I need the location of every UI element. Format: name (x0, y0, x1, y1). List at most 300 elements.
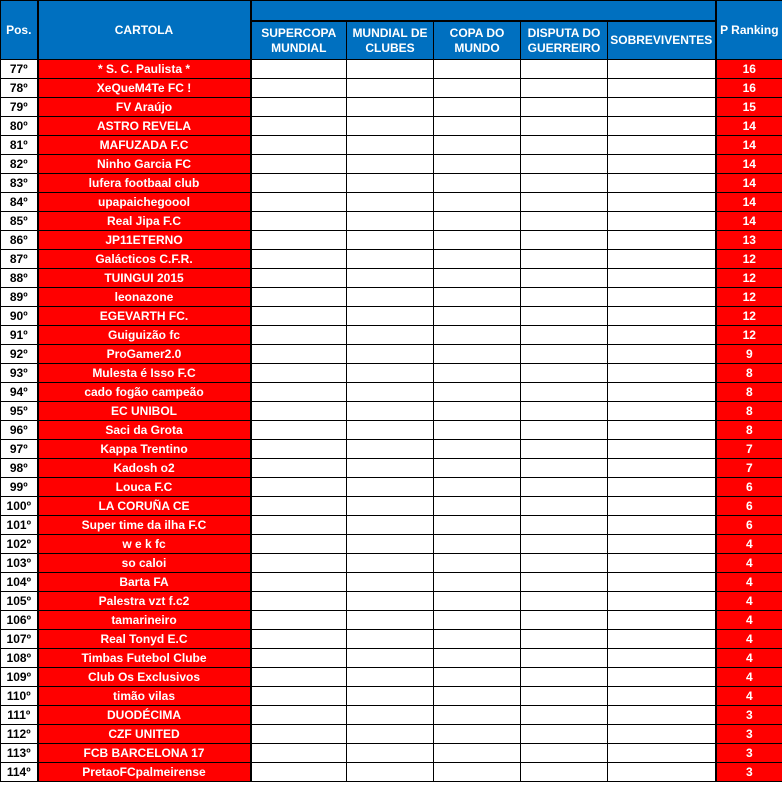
header-supercopa: SUPERCOPA MUNDIAL (251, 21, 347, 60)
team-name-cell: Real Jipa F.C (38, 212, 251, 231)
copa-cell (434, 98, 521, 117)
sobreviventes-cell (608, 440, 716, 459)
team-name-cell: XeQueM4Te FC ! (38, 79, 251, 98)
ranking-points-cell: 4 (716, 592, 782, 611)
sobreviventes-cell (608, 421, 716, 440)
team-name-cell: Ninho Garcia FC (38, 155, 251, 174)
disputa-cell (521, 288, 608, 307)
disputa-cell (521, 668, 608, 687)
sobreviventes-cell (608, 364, 716, 383)
header-group-empty (251, 1, 716, 22)
header-copa: COPA DO MUNDO (434, 21, 521, 60)
team-name-cell: PretaoFCpalmeirense (38, 763, 251, 782)
mundial-cell (347, 649, 434, 668)
copa-cell (434, 687, 521, 706)
position-cell: 114º (1, 763, 38, 782)
copa-cell (434, 497, 521, 516)
position-cell: 84º (1, 193, 38, 212)
disputa-cell (521, 98, 608, 117)
table-row (1, 763, 782, 782)
sobreviventes-cell (608, 307, 716, 326)
team-name-cell: FV Araújo (38, 98, 251, 117)
disputa-cell (521, 402, 608, 421)
table-row (1, 345, 782, 364)
position-cell: 91º (1, 326, 38, 345)
header-mundial: MUNDIAL DE CLUBES (347, 21, 434, 60)
supercopa-cell (251, 440, 347, 459)
mundial-cell (347, 136, 434, 155)
table-row (1, 440, 782, 459)
table-row (1, 155, 782, 174)
sobreviventes-cell (608, 345, 716, 364)
position-cell: 99º (1, 478, 38, 497)
ranking-points-cell: 12 (716, 307, 782, 326)
sobreviventes-cell (608, 554, 716, 573)
mundial-cell (347, 155, 434, 174)
disputa-cell (521, 193, 608, 212)
team-name-cell: Barta FA (38, 573, 251, 592)
sobreviventes-cell (608, 744, 716, 763)
copa-cell (434, 402, 521, 421)
mundial-cell (347, 212, 434, 231)
mundial-cell (347, 497, 434, 516)
sobreviventes-cell (608, 668, 716, 687)
team-name-cell: Club Os Exclusivos (38, 668, 251, 687)
disputa-cell (521, 212, 608, 231)
sobreviventes-cell (608, 497, 716, 516)
copa-cell (434, 269, 521, 288)
team-name-cell: Galácticos C.F.R. (38, 250, 251, 269)
disputa-cell (521, 326, 608, 345)
sobreviventes-cell (608, 383, 716, 402)
sobreviventes-cell (608, 117, 716, 136)
copa-cell (434, 592, 521, 611)
supercopa-cell (251, 307, 347, 326)
disputa-cell (521, 725, 608, 744)
disputa-cell (521, 630, 608, 649)
table-row (1, 136, 782, 155)
mundial-cell (347, 535, 434, 554)
ranking-points-cell: 13 (716, 231, 782, 250)
position-cell: 79º (1, 98, 38, 117)
sobreviventes-cell (608, 212, 716, 231)
sobreviventes-cell (608, 174, 716, 193)
sobreviventes-cell (608, 136, 716, 155)
mundial-cell (347, 706, 434, 725)
ranking-points-cell: 8 (716, 383, 782, 402)
supercopa-cell (251, 687, 347, 706)
table-row (1, 60, 782, 79)
supercopa-cell (251, 649, 347, 668)
mundial-cell (347, 573, 434, 592)
table-row (1, 497, 782, 516)
sobreviventes-cell (608, 592, 716, 611)
disputa-cell (521, 516, 608, 535)
team-name-cell: leonazone (38, 288, 251, 307)
table-row (1, 535, 782, 554)
position-cell: 92º (1, 345, 38, 364)
copa-cell (434, 326, 521, 345)
team-name-cell: timão vilas (38, 687, 251, 706)
supercopa-cell (251, 364, 347, 383)
copa-cell (434, 136, 521, 155)
table-row (1, 573, 782, 592)
position-cell: 89º (1, 288, 38, 307)
copa-cell (434, 744, 521, 763)
supercopa-cell (251, 421, 347, 440)
disputa-cell (521, 250, 608, 269)
position-cell: 77º (1, 60, 38, 79)
table-row (1, 326, 782, 345)
position-cell: 108º (1, 649, 38, 668)
sobreviventes-cell (608, 763, 716, 782)
table-row (1, 79, 782, 98)
copa-cell (434, 573, 521, 592)
sobreviventes-cell (608, 60, 716, 79)
sobreviventes-cell (608, 706, 716, 725)
sobreviventes-cell (608, 79, 716, 98)
table-row (1, 630, 782, 649)
disputa-cell (521, 478, 608, 497)
ranking-points-cell: 7 (716, 459, 782, 478)
team-name-cell: JP11ETERNO (38, 231, 251, 250)
copa-cell (434, 630, 521, 649)
team-name-cell: DUODÉCIMA (38, 706, 251, 725)
position-cell: 86º (1, 231, 38, 250)
mundial-cell (347, 174, 434, 193)
supercopa-cell (251, 744, 347, 763)
copa-cell (434, 250, 521, 269)
position-cell: 88º (1, 269, 38, 288)
position-cell: 110º (1, 687, 38, 706)
disputa-cell (521, 687, 608, 706)
ranking-points-cell: 4 (716, 554, 782, 573)
team-name-cell: Real Tonyd E.C (38, 630, 251, 649)
disputa-cell (521, 744, 608, 763)
mundial-cell (347, 326, 434, 345)
position-cell: 87º (1, 250, 38, 269)
ranking-points-cell: 6 (716, 478, 782, 497)
mundial-cell (347, 60, 434, 79)
copa-cell (434, 421, 521, 440)
copa-cell (434, 516, 521, 535)
disputa-cell (521, 174, 608, 193)
copa-cell (434, 649, 521, 668)
mundial-cell (347, 231, 434, 250)
sobreviventes-cell (608, 402, 716, 421)
supercopa-cell (251, 706, 347, 725)
ranking-points-cell: 3 (716, 725, 782, 744)
position-cell: 85º (1, 212, 38, 231)
disputa-cell (521, 269, 608, 288)
supercopa-cell (251, 288, 347, 307)
ranking-points-cell: 4 (716, 535, 782, 554)
supercopa-cell (251, 79, 347, 98)
disputa-cell (521, 136, 608, 155)
supercopa-cell (251, 98, 347, 117)
position-cell: 109º (1, 668, 38, 687)
table-row (1, 212, 782, 231)
copa-cell (434, 193, 521, 212)
position-cell: 101º (1, 516, 38, 535)
mundial-cell (347, 592, 434, 611)
ranking-points-cell: 4 (716, 630, 782, 649)
mundial-cell (347, 516, 434, 535)
position-cell: 83º (1, 174, 38, 193)
supercopa-cell (251, 250, 347, 269)
table-body (1, 60, 782, 782)
team-name-cell: MAFUZADA F.C (38, 136, 251, 155)
sobreviventes-cell (608, 250, 716, 269)
team-name-cell: cado fogão campeão (38, 383, 251, 402)
sobreviventes-cell (608, 98, 716, 117)
supercopa-cell (251, 117, 347, 136)
table-row (1, 649, 782, 668)
sobreviventes-cell (608, 535, 716, 554)
mundial-cell (347, 345, 434, 364)
mundial-cell (347, 668, 434, 687)
position-cell: 96º (1, 421, 38, 440)
position-cell: 112º (1, 725, 38, 744)
supercopa-cell (251, 478, 347, 497)
mundial-cell (347, 744, 434, 763)
ranking-points-cell: 3 (716, 744, 782, 763)
supercopa-cell (251, 592, 347, 611)
mundial-cell (347, 288, 434, 307)
team-name-cell: Kappa Trentino (38, 440, 251, 459)
table-row (1, 554, 782, 573)
team-name-cell: Saci da Grota (38, 421, 251, 440)
table-row (1, 744, 782, 763)
mundial-cell (347, 459, 434, 478)
copa-cell (434, 440, 521, 459)
table-row (1, 383, 782, 402)
position-cell: 106º (1, 611, 38, 630)
ranking-points-cell: 12 (716, 288, 782, 307)
mundial-cell (347, 763, 434, 782)
ranking-points-cell: 4 (716, 649, 782, 668)
mundial-cell (347, 611, 434, 630)
sobreviventes-cell (608, 630, 716, 649)
team-name-cell: upapaichegoool (38, 193, 251, 212)
mundial-cell (347, 98, 434, 117)
copa-cell (434, 307, 521, 326)
mundial-cell (347, 725, 434, 744)
ranking-points-cell: 12 (716, 269, 782, 288)
ranking-points-cell: 14 (716, 212, 782, 231)
disputa-cell (521, 421, 608, 440)
table-row (1, 687, 782, 706)
team-name-cell: ProGamer2.0 (38, 345, 251, 364)
disputa-cell (521, 497, 608, 516)
sobreviventes-cell (608, 269, 716, 288)
disputa-cell (521, 60, 608, 79)
supercopa-cell (251, 497, 347, 516)
copa-cell (434, 725, 521, 744)
supercopa-cell (251, 212, 347, 231)
disputa-cell (521, 383, 608, 402)
supercopa-cell (251, 459, 347, 478)
mundial-cell (347, 307, 434, 326)
ranking-points-cell: 3 (716, 763, 782, 782)
ranking-points-cell: 9 (716, 345, 782, 364)
mundial-cell (347, 554, 434, 573)
copa-cell (434, 79, 521, 98)
team-name-cell: LA CORUÑA CE (38, 497, 251, 516)
sobreviventes-cell (608, 687, 716, 706)
team-name-cell: CZF UNITED (38, 725, 251, 744)
team-name-cell: FCB BARCELONA 17 (38, 744, 251, 763)
sobreviventes-cell (608, 155, 716, 174)
copa-cell (434, 706, 521, 725)
team-name-cell: Kadosh o2 (38, 459, 251, 478)
ranking-points-cell: 4 (716, 687, 782, 706)
table-row (1, 269, 782, 288)
table-row (1, 421, 782, 440)
copa-cell (434, 611, 521, 630)
ranking-points-cell: 6 (716, 516, 782, 535)
table-row (1, 706, 782, 725)
table-row (1, 402, 782, 421)
table-row (1, 98, 782, 117)
disputa-cell (521, 155, 608, 174)
position-cell: 95º (1, 402, 38, 421)
mundial-cell (347, 269, 434, 288)
team-name-cell: ASTRO REVELA (38, 117, 251, 136)
supercopa-cell (251, 573, 347, 592)
table-header (1, 1, 782, 60)
mundial-cell (347, 440, 434, 459)
copa-cell (434, 383, 521, 402)
supercopa-cell (251, 611, 347, 630)
copa-cell (434, 554, 521, 573)
supercopa-cell (251, 269, 347, 288)
supercopa-cell (251, 60, 347, 79)
table-row (1, 611, 782, 630)
table-row (1, 459, 782, 478)
ranking-points-cell: 6 (716, 497, 782, 516)
position-cell: 113º (1, 744, 38, 763)
sobreviventes-cell (608, 459, 716, 478)
table-row (1, 307, 782, 326)
copa-cell (434, 763, 521, 782)
position-cell: 94º (1, 383, 38, 402)
team-name-cell: * S. C. Paulista * (38, 60, 251, 79)
disputa-cell (521, 649, 608, 668)
supercopa-cell (251, 630, 347, 649)
position-cell: 100º (1, 497, 38, 516)
mundial-cell (347, 364, 434, 383)
team-name-cell: Palestra vzt f.c2 (38, 592, 251, 611)
position-cell: 98º (1, 459, 38, 478)
team-name-cell: Louca F.C (38, 478, 251, 497)
supercopa-cell (251, 193, 347, 212)
supercopa-cell (251, 136, 347, 155)
ranking-points-cell: 14 (716, 117, 782, 136)
copa-cell (434, 345, 521, 364)
position-cell: 97º (1, 440, 38, 459)
ranking-points-cell: 4 (716, 611, 782, 630)
header-sobreviventes: SOBREVIVENTES (608, 21, 716, 60)
table-row (1, 288, 782, 307)
ranking-points-cell: 14 (716, 155, 782, 174)
position-cell: 93º (1, 364, 38, 383)
ranking-points-cell: 4 (716, 668, 782, 687)
position-cell: 90º (1, 307, 38, 326)
mundial-cell (347, 250, 434, 269)
disputa-cell (521, 117, 608, 136)
position-cell: 103º (1, 554, 38, 573)
ranking-points-cell: 14 (716, 174, 782, 193)
supercopa-cell (251, 668, 347, 687)
ranking-points-cell: 3 (716, 706, 782, 725)
sobreviventes-cell (608, 649, 716, 668)
position-cell: 105º (1, 592, 38, 611)
disputa-cell (521, 231, 608, 250)
disputa-cell (521, 440, 608, 459)
copa-cell (434, 212, 521, 231)
mundial-cell (347, 79, 434, 98)
copa-cell (434, 478, 521, 497)
team-name-cell: tamarineiro (38, 611, 251, 630)
table-row (1, 478, 782, 497)
position-cell: 82º (1, 155, 38, 174)
table-row (1, 174, 782, 193)
disputa-cell (521, 79, 608, 98)
supercopa-cell (251, 516, 347, 535)
team-name-cell: EC UNIBOL (38, 402, 251, 421)
ranking-points-cell: 7 (716, 440, 782, 459)
copa-cell (434, 231, 521, 250)
copa-cell (434, 155, 521, 174)
mundial-cell (347, 478, 434, 497)
disputa-cell (521, 706, 608, 725)
position-cell: 107º (1, 630, 38, 649)
mundial-cell (347, 383, 434, 402)
disputa-cell (521, 345, 608, 364)
sobreviventes-cell (608, 611, 716, 630)
disputa-cell (521, 592, 608, 611)
sobreviventes-cell (608, 193, 716, 212)
ranking-points-cell: 12 (716, 250, 782, 269)
supercopa-cell (251, 402, 347, 421)
disputa-cell (521, 535, 608, 554)
sobreviventes-cell (608, 516, 716, 535)
team-name-cell: TUINGUI 2015 (38, 269, 251, 288)
table-row (1, 725, 782, 744)
mundial-cell (347, 421, 434, 440)
mundial-cell (347, 402, 434, 421)
supercopa-cell (251, 345, 347, 364)
header-pos: Pos. (1, 1, 38, 60)
copa-cell (434, 459, 521, 478)
copa-cell (434, 364, 521, 383)
supercopa-cell (251, 326, 347, 345)
header-disputa: DISPUTA DO GUERREIRO (521, 21, 608, 60)
mundial-cell (347, 687, 434, 706)
ranking-points-cell: 14 (716, 136, 782, 155)
copa-cell (434, 535, 521, 554)
mundial-cell (347, 630, 434, 649)
disputa-cell (521, 307, 608, 326)
team-name-cell: Super time da ilha F.C (38, 516, 251, 535)
supercopa-cell (251, 554, 347, 573)
table-row (1, 117, 782, 136)
ranking-points-cell: 16 (716, 79, 782, 98)
ranking-points-cell: 8 (716, 364, 782, 383)
team-name-cell: Guiguizão fc (38, 326, 251, 345)
supercopa-cell (251, 174, 347, 193)
